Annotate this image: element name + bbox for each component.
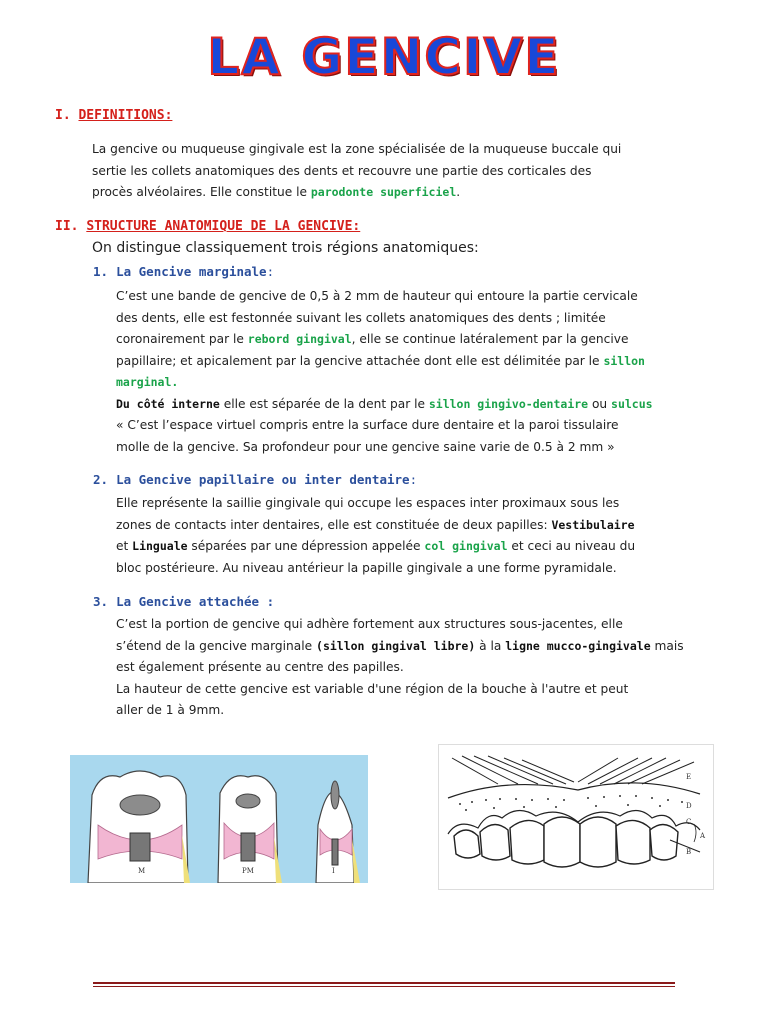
bold-linguale: Linguale [132,539,188,553]
subheading-title: La Gencive papillaire ou inter dentaire [116,472,410,487]
attached-paragraph [116,614,684,722]
text-line: aller de 1 à 9mm. [116,703,225,717]
text-line [116,372,653,394]
text-span: et [116,539,133,553]
label-e: E [686,773,692,781]
section-title: STRUCTURE ANATOMIQUE DE LA GENCIVE: [86,219,361,234]
term-sillon: sillon [603,353,645,368]
text-line [116,394,653,416]
text-line [116,351,653,373]
text-line [116,536,635,558]
text-span: procès alvéolaires. Elle constitue le [92,185,311,199]
bold-vestibulaire: Vestibulaire [551,517,635,532]
text-line: bloc postérieure. Au niveau antérieur la papille gingivale a une forme pyramidale. [116,560,617,575]
term-col-gingival: col gingival [424,539,508,553]
section-heading-definitions [55,108,172,123]
bold-cote-interne: Du côté interne [116,396,220,411]
subheading-title: La Gencive attachée : [116,594,275,609]
section-title: DEFINITIONS: [78,108,173,123]
subheading-title: La Gencive marginale [116,264,267,279]
label-i: I [332,867,335,875]
text-span: zones de contacts inter dentaires, elle est constituée de deux papilles: [116,517,552,532]
papillary-paragraph [116,493,635,579]
term-sillon-gingivo-dentaire: sillon gingivo-dentaire [428,396,589,411]
item-number: 1. [93,264,109,279]
term-sulcus: sulcus [611,396,653,411]
text-line: « C’est l’espace virtuel compris entre la surface dure dentaire et la paroi tissulaire [116,418,619,432]
text-span: mais [650,638,684,653]
text-line [116,636,684,658]
colon: : [409,472,418,487]
label-d: D [686,802,692,810]
colon: : [266,264,275,279]
text-line: des dents, elle est festonnée suivant les collets anatomiques des dents ; limitée [116,310,606,325]
text-line: C’est la portion de gencive qui adhère fortement aux structures sous-jacentes, elle [116,617,623,631]
text-line: C’est une bande de gencive de 0,5 à 2 mm de hauteur qui entoure la partie cervicale [116,289,638,303]
text-span: , elle se continue latéralement par la gencive [351,332,629,346]
footer-rule-thin [93,986,675,987]
term-marginal: marginal. [116,375,179,389]
text-line [92,182,621,204]
term-rebord-gingival: rebord gingival [247,332,352,346]
bold-sillon-gingival-libre: (sillon gingival libre) [316,638,476,653]
term-parodonte: parodonte superficiel [310,185,457,199]
item-number: 2. [93,472,109,487]
page-title: LA GENCIVE [207,28,561,86]
text-span: ou [588,396,612,411]
label-b: B [686,848,692,856]
text-line [116,515,635,537]
text-line: Elle représente la saillie gingivale qui occupe les espaces inter proximaux sous les [116,496,620,510]
text-span: . [456,185,461,199]
item-number: 3. [93,594,109,609]
label-c: C [686,818,692,826]
subheading-marginal [93,264,274,279]
text-line: est également présente au centre des papilles. [116,660,404,674]
footer-rule [93,982,675,984]
label-a: A [700,832,706,840]
subheading-attached [93,594,274,609]
marginal-paragraph [116,286,653,458]
text-line: sertie les collets anatomiques des dents et recouvre une partie des corticales des [92,163,592,178]
text-span: à la [475,638,506,653]
figure-gingiva-front-view [438,744,714,890]
text-span: séparées par une dépression appelée [187,539,425,553]
section-number: I. [55,108,71,123]
text-line: La hauteur de cette gencive est variable d'une région de la bouche à l'autre et peut [116,681,629,696]
bold-ligne-mucco-gingivale: ligne mucco-gingivale [505,638,651,653]
section-number: II. [55,219,79,234]
text-span: et ceci au niveau du [507,539,636,553]
text-line: molle de la gencive. Sa profondeur pour une gencive saine varie de 0.5 à 2 mm » [116,439,615,454]
text-span: s’étend de la gencive marginale [116,638,317,653]
figure-tooth-sections [70,755,368,883]
label-pm: PM [242,867,254,875]
subheading-papillary [93,472,417,487]
text-span: elle est séparée de la dent par le [219,396,429,411]
intro-line: On distingue classiquement trois régions anatomiques: [92,240,479,256]
definition-paragraph [92,139,621,204]
text-line [116,329,653,351]
label-m: M [138,867,146,875]
text-line: La gencive ou muqueuse gingivale est la zone spécialisée de la muqueuse buccale qui [92,142,622,156]
section-heading-structure [55,219,360,234]
text-span: papillaire; et apicalement par la gencive attachée dont elle est délimitée par le [116,353,604,368]
text-span: coronairement par le [116,332,248,346]
